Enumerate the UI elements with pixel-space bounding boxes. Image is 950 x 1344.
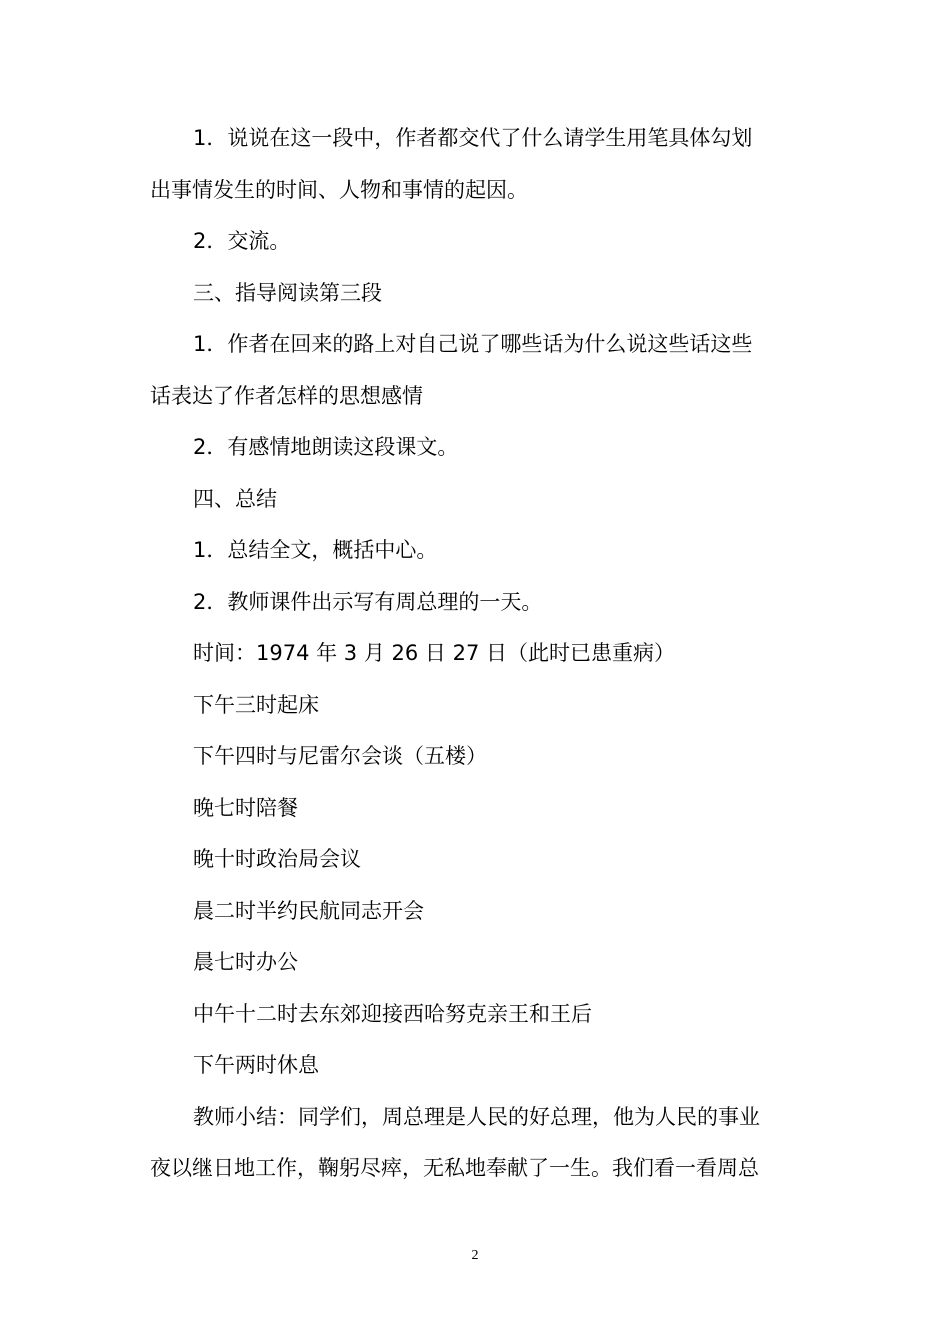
page-number: 2	[471, 1248, 479, 1263]
schedule-item: 下午四时与尼雷尔会谈（五楼）	[193, 744, 487, 768]
paragraph-line-1: 1．说说在这一段中，作者都交代了什么请学生用笔具体勾划	[193, 126, 753, 150]
paragraph-line-5: 1．作者在回来的路上对自己说了哪些话为什么说这些话这些	[193, 332, 753, 356]
schedule-item: 晚七时陪餐	[193, 796, 298, 820]
schedule-time-line: 时间：1974 年 3 月 26 日 27 日（此时已患重病）	[193, 641, 675, 665]
schedule-item: 下午两时休息	[193, 1053, 319, 1077]
schedule-item: 晨二时半约民航同志开会	[193, 899, 424, 923]
paragraph-line-20: 教师小结：同学们，周总理是人民的好总理，他为人民的事业	[193, 1105, 760, 1129]
paragraph-line-9: 1．总结全文，概括中心。	[193, 538, 438, 562]
paragraph-line-2: 出事情发生的时间、人物和事情的起因。	[150, 178, 528, 202]
paragraph-line-21: 夜以继日地工作，鞠躬尽瘁，无私地奉献了一生。我们看一看周总	[150, 1156, 759, 1180]
schedule-item: 下午三时起床	[193, 693, 319, 717]
schedule-item: 晨七时办公	[193, 950, 298, 974]
paragraph-line-10: 2．教师课件出示写有周总理的一天。	[193, 590, 543, 614]
section-heading-4: 四、总结	[193, 487, 277, 511]
paragraph-line-3: 2．交流。	[193, 229, 291, 253]
schedule-item: 晚十时政治局会议	[193, 847, 361, 871]
section-heading-3: 三、指导阅读第三段	[193, 281, 382, 305]
schedule-item: 中午十二时去东郊迎接西哈努克亲王和王后	[193, 1002, 592, 1026]
paragraph-line-6: 话表达了作者怎样的思想感情	[150, 384, 423, 408]
paragraph-line-7: 2．有感情地朗读这段课文。	[193, 435, 459, 459]
